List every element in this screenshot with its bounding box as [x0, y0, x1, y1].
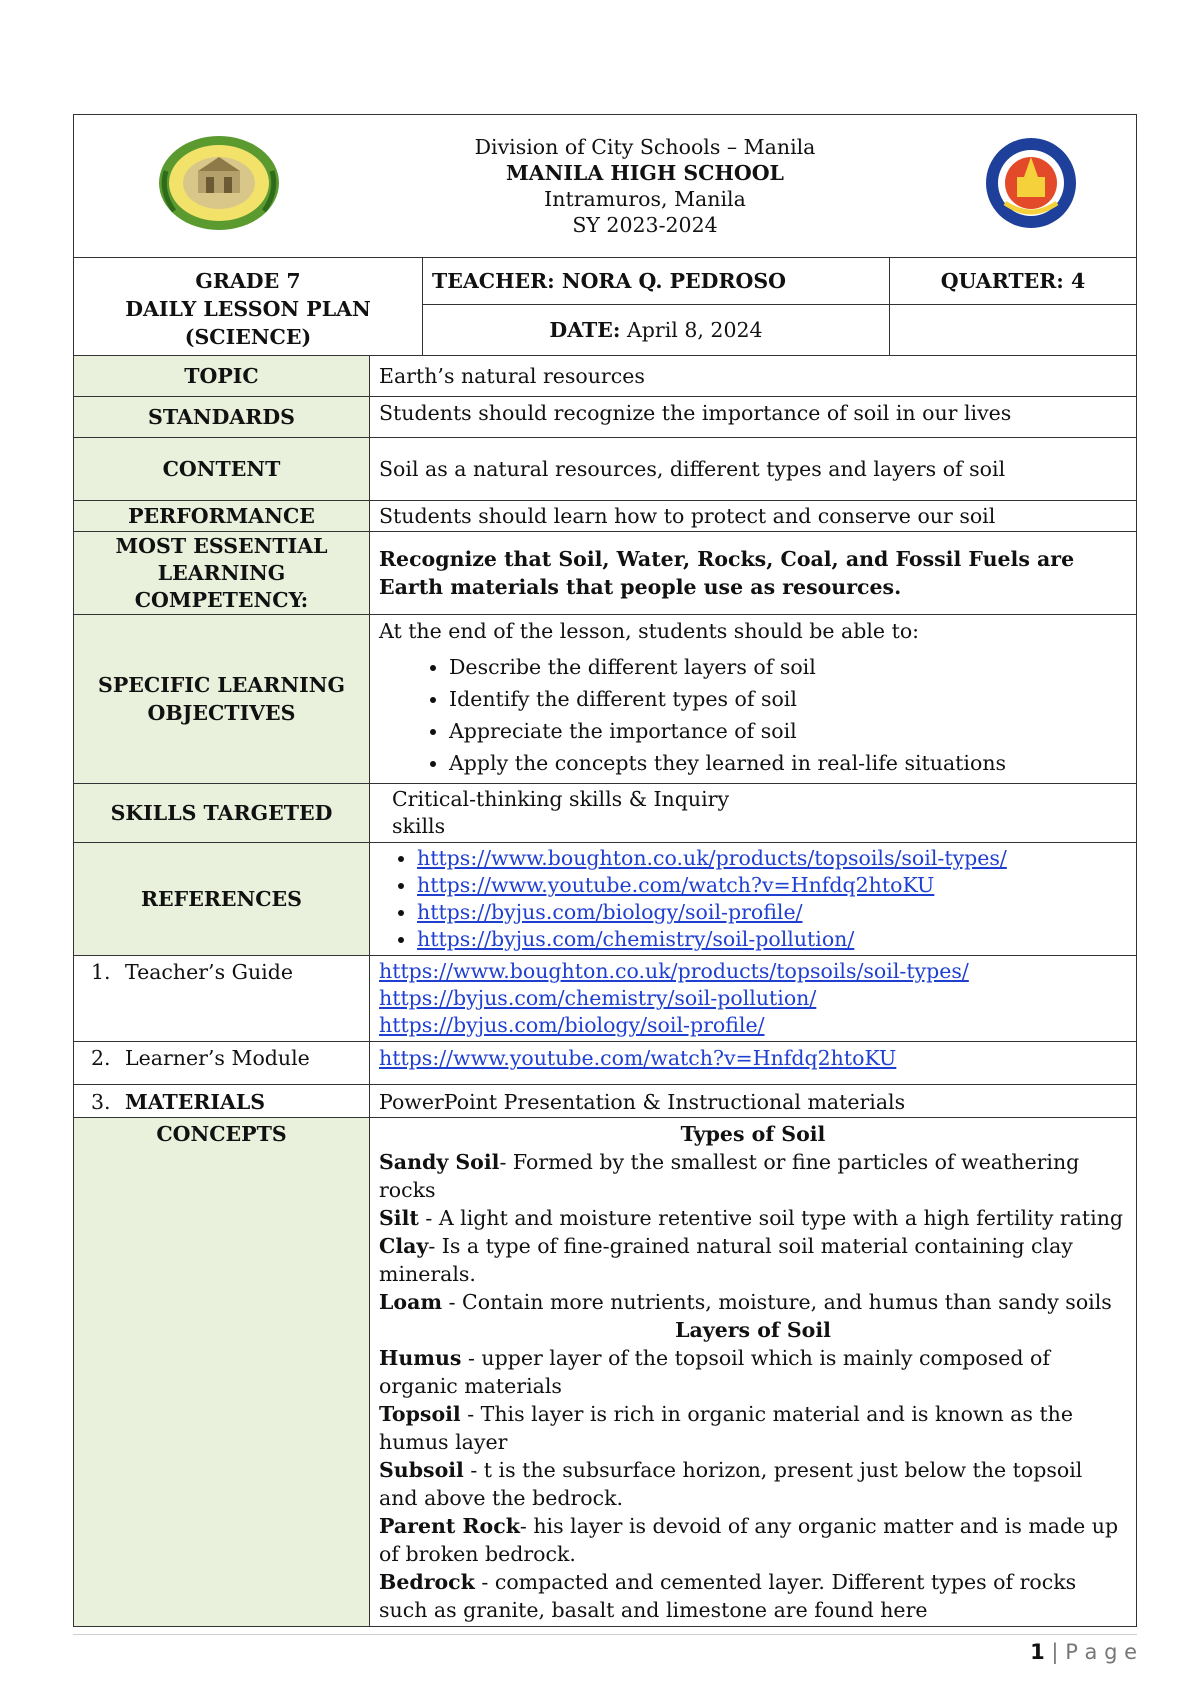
value-performance: Students should learn how to protect and conserve our soil	[370, 501, 1137, 532]
concept-desc: - Formed by the smallest or fine particles of weathering rocks	[379, 1150, 1080, 1202]
concept-entry	[379, 1456, 1127, 1512]
date-value: April 8, 2024	[626, 318, 763, 342]
types-of-soil-title: Types of Soil	[680, 1122, 826, 1146]
label-materials	[74, 1085, 370, 1118]
header-table	[73, 114, 1137, 258]
page-word: P a g e	[1065, 1640, 1137, 1664]
label-performance: PERFORMANCE	[74, 501, 370, 532]
concept-term: Clay	[379, 1234, 429, 1258]
value-standards: Students should recognize the importance of soil in our lives	[370, 397, 1137, 438]
reference-link[interactable]: https://www.youtube.com/watch?v=Hnfdq2htoKU	[417, 873, 935, 897]
concept-entry	[379, 1204, 1127, 1232]
concept-entry	[379, 1400, 1127, 1456]
teachers-guide-link[interactable]: https://byjus.com/biology/soil-profile/	[379, 1013, 765, 1037]
teachers-guide-label: Teacher’s Guide	[125, 960, 293, 984]
teachers-guide-link[interactable]: https://byjus.com/chemistry/soil-pollution/	[379, 986, 817, 1010]
teachers-guide-link[interactable]: https://www.boughton.co.uk/products/topsoils/soil-types/	[379, 959, 969, 983]
division-seal-logo	[972, 133, 1090, 233]
school-seal-logo	[154, 131, 284, 235]
value-learners-module	[370, 1042, 1137, 1085]
grade-level: GRADE 7	[195, 268, 301, 293]
row-standards	[74, 397, 1137, 438]
date-label: DATE:	[549, 318, 621, 342]
row-teachers-guide	[74, 956, 1137, 1042]
item-number: 3.	[91, 1090, 111, 1114]
value-materials: PowerPoint Presentation & Instructional materials	[370, 1085, 1137, 1118]
learners-module-label: Learner’s Module	[125, 1046, 310, 1070]
label-content: CONTENT	[74, 438, 370, 501]
school-name: MANILA HIGH SCHOOL	[506, 161, 784, 185]
value-teachers-guide	[370, 956, 1137, 1042]
footer-separator: |	[1044, 1640, 1066, 1664]
objectives-intro: At the end of the lesson, students should be able to:	[379, 619, 920, 643]
grade-plan-cell	[74, 258, 423, 356]
materials-label: MATERIALS	[125, 1090, 266, 1114]
objectives-list	[379, 651, 1127, 779]
label-teachers-guide	[74, 956, 370, 1042]
concept-desc: - his layer is devoid of any organic matter and is made up of broken bedrock.	[379, 1514, 1119, 1566]
value-objectives	[370, 615, 1137, 784]
concept-term: Humus	[379, 1346, 462, 1370]
school-location: Intramuros, Manila	[544, 187, 746, 211]
objective-item: • Apply the concepts they learned in real-life situations	[449, 747, 1127, 779]
value-references	[370, 843, 1137, 956]
label-objectives: SPECIFIC LEARNING OBJECTIVES	[74, 615, 370, 784]
concept-term: Topsoil	[379, 1402, 461, 1426]
info-table	[73, 257, 1137, 356]
concept-desc: - Contain more nutrients, moisture, and humus than sandy soils	[442, 1290, 1112, 1314]
concept-term: Bedrock	[379, 1570, 475, 1594]
reference-link[interactable]: https://byjus.com/biology/soil-profile/	[417, 900, 803, 924]
references-list	[379, 845, 1127, 953]
page-number: 1	[1030, 1640, 1045, 1664]
item-number: 1.	[91, 960, 111, 984]
concept-desc: - compacted and cemented layer. Different types of rocks such as granite, basalt and limestone are found here	[379, 1570, 1077, 1622]
label-topic: TOPIC	[74, 356, 370, 397]
empty-info-cell	[890, 305, 1137, 356]
label-concepts: CONCEPTS	[74, 1118, 370, 1627]
subject-name: (SCIENCE)	[184, 324, 312, 349]
header-right-logo-cell	[927, 115, 1137, 258]
division-name: Division of City Schools – Manila	[474, 135, 816, 159]
row-learners-module	[74, 1042, 1137, 1085]
item-number: 2.	[91, 1046, 111, 1070]
value-skills	[370, 784, 1137, 843]
row-references	[74, 843, 1137, 956]
row-skills	[74, 784, 1137, 843]
objective-item: • Identify the different types of soil	[449, 683, 1127, 715]
date-cell	[423, 305, 890, 356]
label-melc: MOST ESSENTIAL LEARNING COMPETENCY:	[74, 532, 370, 615]
header-school-info	[364, 115, 927, 258]
concept-desc: - Is a type of fine-grained natural soil material containing clay minerals.	[379, 1234, 1073, 1286]
concept-term: Parent Rock	[379, 1514, 520, 1538]
concept-term: Subsoil	[379, 1458, 464, 1482]
teacher-name: TEACHER: NORA Q. PEDROSO	[423, 258, 890, 305]
objective-item: • Appreciate the importance of soil	[449, 715, 1127, 747]
value-topic: Earth’s natural resources	[370, 356, 1137, 397]
row-content	[74, 438, 1137, 501]
concept-desc: - t is the subsurface horizon, present just below the topsoil and above the bedrock.	[379, 1458, 1083, 1510]
skills-line-1: Critical-thinking skills & Inquiry	[392, 787, 730, 811]
label-skills: SKILLS TARGETED	[74, 784, 370, 843]
concept-desc: - upper layer of the topsoil which is mainly composed of organic materials	[379, 1346, 1050, 1398]
concept-term: Silt	[379, 1206, 419, 1230]
concept-entry	[379, 1288, 1127, 1316]
concept-entry	[379, 1568, 1127, 1624]
concept-term: Loam	[379, 1290, 443, 1314]
footer-divider	[73, 1634, 1137, 1635]
concept-desc: - This layer is rich in organic material and is known as the humus layer	[379, 1402, 1074, 1454]
header-left-logo-cell	[74, 115, 364, 258]
layers-of-soil-title: Layers of Soil	[675, 1318, 831, 1342]
concept-entry	[379, 1512, 1127, 1568]
concept-desc: - A light and moisture retentive soil type with a high fertility rating	[418, 1206, 1124, 1230]
skills-line-2: skills	[392, 814, 446, 838]
lesson-table	[73, 355, 1137, 1627]
row-performance	[74, 501, 1137, 532]
label-standards: STANDARDS	[74, 397, 370, 438]
value-concepts	[370, 1118, 1137, 1627]
row-melc	[74, 532, 1137, 615]
row-materials	[74, 1085, 1137, 1118]
value-melc: Recognize that Soil, Water, Rocks, Coal, and Fossil Fuels are Earth materials that people use as resources.	[370, 532, 1137, 615]
page-footer	[1030, 1640, 1137, 1664]
label-learners-module	[74, 1042, 370, 1085]
row-topic	[74, 356, 1137, 397]
concept-entry	[379, 1148, 1127, 1204]
concept-term: Sandy Soil	[379, 1150, 500, 1174]
objective-item: • Describe the different layers of soil	[449, 651, 1127, 683]
concept-entry	[379, 1232, 1127, 1288]
value-content: Soil as a natural resources, different types and layers of soil	[370, 438, 1137, 501]
school-year: SY 2023-2024	[572, 213, 718, 237]
plan-type: DAILY LESSON PLAN	[125, 296, 371, 321]
row-objectives	[74, 615, 1137, 784]
reference-link[interactable]: https://byjus.com/chemistry/soil-pollution/	[417, 927, 855, 951]
quarter-label: QUARTER: 4	[890, 258, 1137, 305]
row-concepts	[74, 1118, 1137, 1627]
learners-module-link[interactable]: https://www.youtube.com/watch?v=Hnfdq2htoKU	[379, 1046, 897, 1070]
concept-entry	[379, 1344, 1127, 1400]
reference-link[interactable]: https://www.boughton.co.uk/products/topsoils/soil-types/	[417, 846, 1007, 870]
label-references: REFERENCES	[74, 843, 370, 956]
lesson-plan-document	[73, 114, 1137, 1627]
